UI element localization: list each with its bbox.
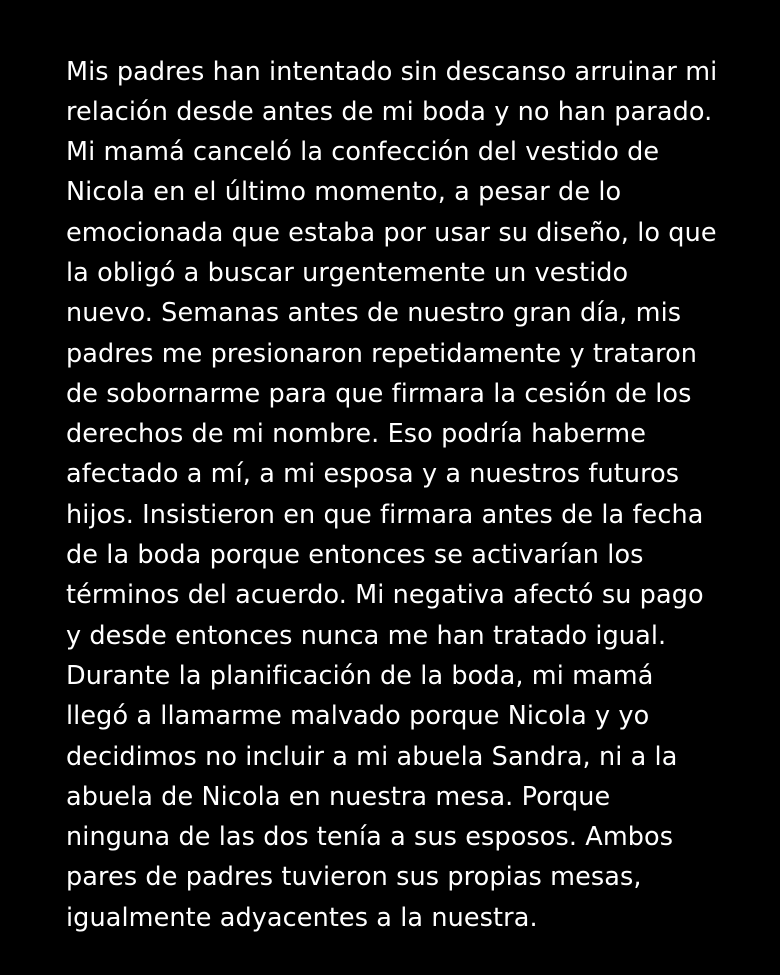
story-paragraph: Mis padres han intentado sin descanso arruinar mi relación desde antes de mi boda y no han parado. Mi mamá canceló la confección del vestido de Nicola en el último momento, a pesar de lo emocionada que estaba por usar su diseño, lo que la obligó a buscar urgentemente un vestido nuevo. Semanas antes de nuestro gran día, mis padres me presionaron repetidamente y trataron de sobornarme para que firmara la cesión de los derechos de mi nombre. Eso podría haberme afectado a mí, a mi esposa y a nuestros futuros hijos. Insistieron en que firmara antes de la fecha de la boda porque entonces se activarían los términos del acuerdo. Mi negativa afectó su pago y desde entonces nunca me han tratado igual. Durante la planificación de la boda, mi mamá llegó a llamarme malvado porque Nicola y yo decidimos no incluir a mi abuela Sandra, ni a la abuela de Nicola en nuestra mesa. Porque ninguna de las dos tenía a sus esposos. Ambos pares de padres tuvieron sus propias mesas, igualmente adyacentes a la nuestra. (66, 56, 726, 933)
